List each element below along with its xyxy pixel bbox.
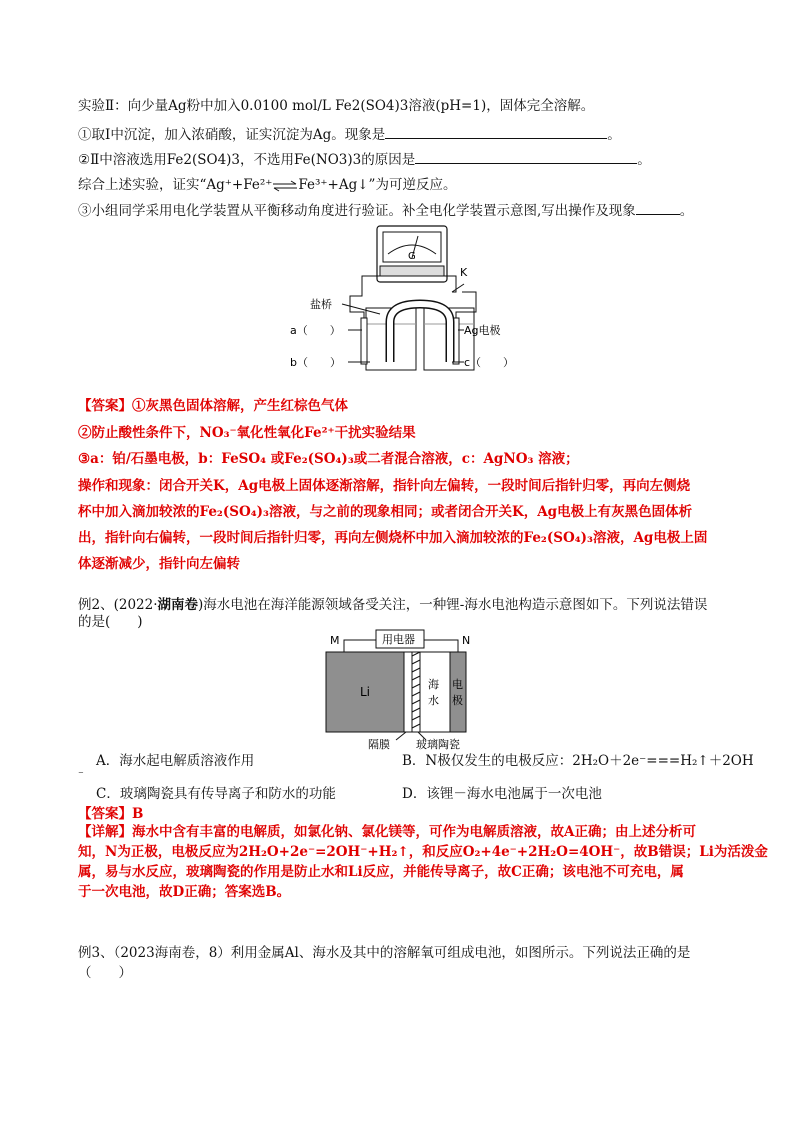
- ex3-question-line2: （ ）: [78, 965, 132, 981]
- exp2-q3: ③小组同学采用电化学装置从平衡移动角度进行验证。补全电化学装置示意图,写出操作及现象 。: [78, 203, 694, 219]
- exp2-q2: ②Ⅱ中溶液选用Fe2(SO4)3，不选用Fe(NO3)3的原因是 。: [78, 152, 651, 168]
- answer1-line6: 出，指针向右偏转，一段时间后指针归零，再向左侧烧杯中加入滴加较浓的Fe₂(SO₄)₃溶液，Ag电极上固: [78, 530, 708, 546]
- electrode-label-1: 电: [452, 678, 463, 691]
- label-b: b（ ）: [290, 356, 341, 369]
- ex2-question-line2: 的是( ): [78, 614, 143, 630]
- answer2-answer: 【答案】B: [78, 806, 144, 822]
- ag-electrode-label: Ag电极: [464, 324, 501, 337]
- answer1-line5: 杯中加入滴加较浓的Fe₂(SO₄)₃溶液，与之前的现象相同；或者闭合开关K，Ag电极上有灰黑色固体析: [78, 504, 693, 520]
- label-a: a（ ）: [290, 324, 341, 337]
- option-a: A．海水起电解质溶液作用: [96, 753, 255, 769]
- answer-blank: [385, 126, 607, 139]
- answer2-detail-line2: 知，N为正极，电极反应为2H₂O+2e⁻=2OH⁻+H₂↑，和反应O₂+4e⁻+2H₂O=4OH⁻，故B错误；Li为活泼金: [78, 844, 768, 860]
- membrane-label: 隔膜: [368, 738, 390, 751]
- seawater-label-1: 海: [428, 678, 439, 691]
- seawater-label-2: 水: [428, 694, 439, 707]
- option-b: B．N极仅发生的电极反应：2H₂O＋2e⁻===H₂↑＋2OH: [402, 753, 754, 769]
- electrochem-apparatus-figure: [280, 222, 530, 380]
- li-label: Li: [360, 685, 371, 699]
- device-label: 用电器: [382, 633, 415, 646]
- equilibrium-arrow-icon: [272, 180, 298, 192]
- answer-blank: [415, 151, 637, 164]
- exp2-q1: ①取Ⅰ中沉淀，加入浓硝酸，证实沉淀为Ag。现象是 。: [78, 127, 621, 143]
- label-c: c（ ）: [464, 356, 515, 369]
- galvanometer-label: G: [408, 251, 416, 262]
- answer1-line1: 【答案】①灰黑色固体溶解，产生红棕色气体: [78, 398, 348, 414]
- answer2-detail-line4: 于一次电池，故D正确；答案选B。: [78, 884, 291, 900]
- exp2-intro: 实验Ⅱ：向少量Ag粉中加入0.0100 mol/L Fe2(SO4)3溶液(pH=1)，固体完全溶解。: [78, 98, 595, 114]
- lithium-seawater-battery-figure: [322, 622, 482, 754]
- switch-k-label: K: [460, 266, 468, 279]
- answer1-line3: ③a：铂/石墨电极，b：FeSO₄ 或Fe₂(SO₄)₃或二者混合溶液，c：AgNO₃ 溶液；: [78, 451, 579, 467]
- answer2-detail-line1: 【详解】海水中含有丰富的电解质，如氯化钠、氯化镁等，可作为电解质溶液，故A正确；由上述分析可: [78, 824, 696, 840]
- option-b-wrap: ⁻: [78, 768, 84, 781]
- option-d: D．该锂－海水电池属于一次电池: [402, 786, 602, 802]
- answer-blank: [636, 202, 680, 215]
- terminal-m-label: M: [330, 634, 340, 647]
- ex3-question-line1: 例3、（2023海南卷，8）利用金属Al、海水及其中的溶解氧可组成电池，如图所示。下列说法正确的是: [78, 945, 691, 961]
- answer1-line2: ②防止酸性条件下，NO₃⁻氧化性氧化Fe²⁺干扰实验结果: [78, 425, 416, 441]
- terminal-n-label: N: [462, 634, 471, 647]
- option-c: C．玻璃陶瓷具有传导离子和防水的功能: [96, 786, 336, 802]
- answer2-detail-line3: 属，易与水反应，玻璃陶瓷的作用是防止水和Li反应，并能传导离子，故C正确；该电池不可充电，属: [78, 864, 684, 880]
- exp2-summary: 综合上述实验，证实“Ag⁺+Fe²⁺ Fe³⁺+Ag↓”为可逆反应。: [78, 177, 457, 193]
- electrode-label-2: 极: [452, 694, 463, 707]
- ex2-question-line1: 例2、(2022·湖南卷)海水电池在海洋能源领域备受关注，一种锂-海水电池构造示意图如下。下列说法错误: [78, 597, 708, 613]
- answer1-line7: 体逐渐减少，指针向左偏转: [78, 556, 240, 572]
- answer1-line4: 操作和现象：闭合开关K，Ag电极上固体逐渐溶解，指针向左偏转，一段时间后指针归零，再向左侧烧: [78, 478, 691, 494]
- salt-bridge-label: 盐桥: [310, 298, 332, 311]
- glass-ceramic-label: 玻璃陶瓷: [416, 738, 460, 751]
